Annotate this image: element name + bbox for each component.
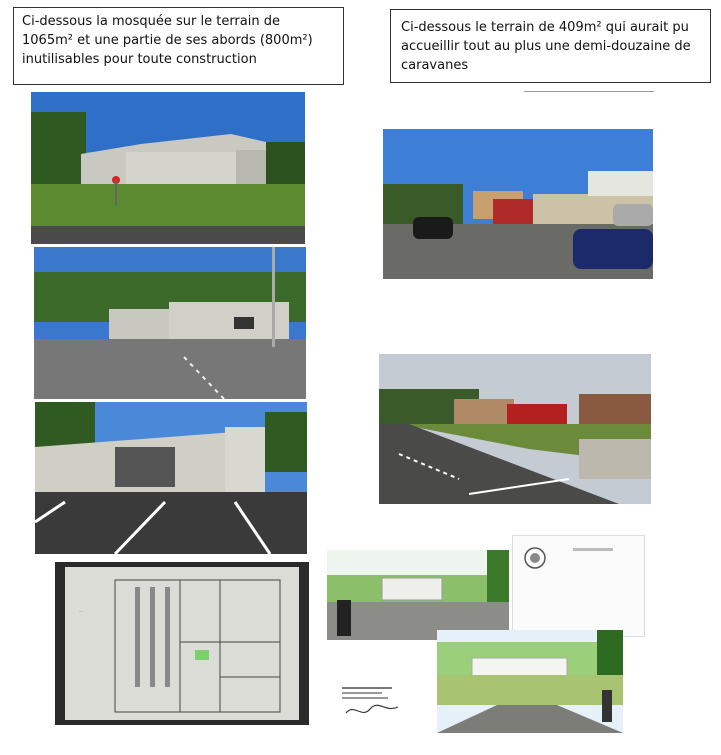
mosque-photo-roadside	[31, 92, 305, 244]
mosque-photo-entrance	[35, 402, 307, 554]
left-caption: Ci-dessous la mosquée sur le terrain de 1065m² et une partie de ses abords (800m²) inutilisables pour toute construction	[13, 7, 344, 85]
mosque-floor-plan	[55, 562, 309, 725]
collage-photo-building-2	[437, 630, 623, 733]
plot-photo-road-caravan	[379, 354, 651, 504]
divider-line	[524, 91, 654, 92]
mosque-photo-parking	[34, 247, 306, 399]
collage-signature-stamp	[338, 683, 418, 723]
collage-photo-building-1	[327, 550, 509, 640]
right-caption: Ci-dessous le terrain de 409m² qui aurait pu accueillir tout au plus une demi-douzaine de caravanes	[390, 9, 711, 83]
collage-document-page	[512, 535, 645, 637]
plot-photo-parking-lot	[383, 129, 653, 279]
svg-text:...: ...	[79, 608, 83, 613]
